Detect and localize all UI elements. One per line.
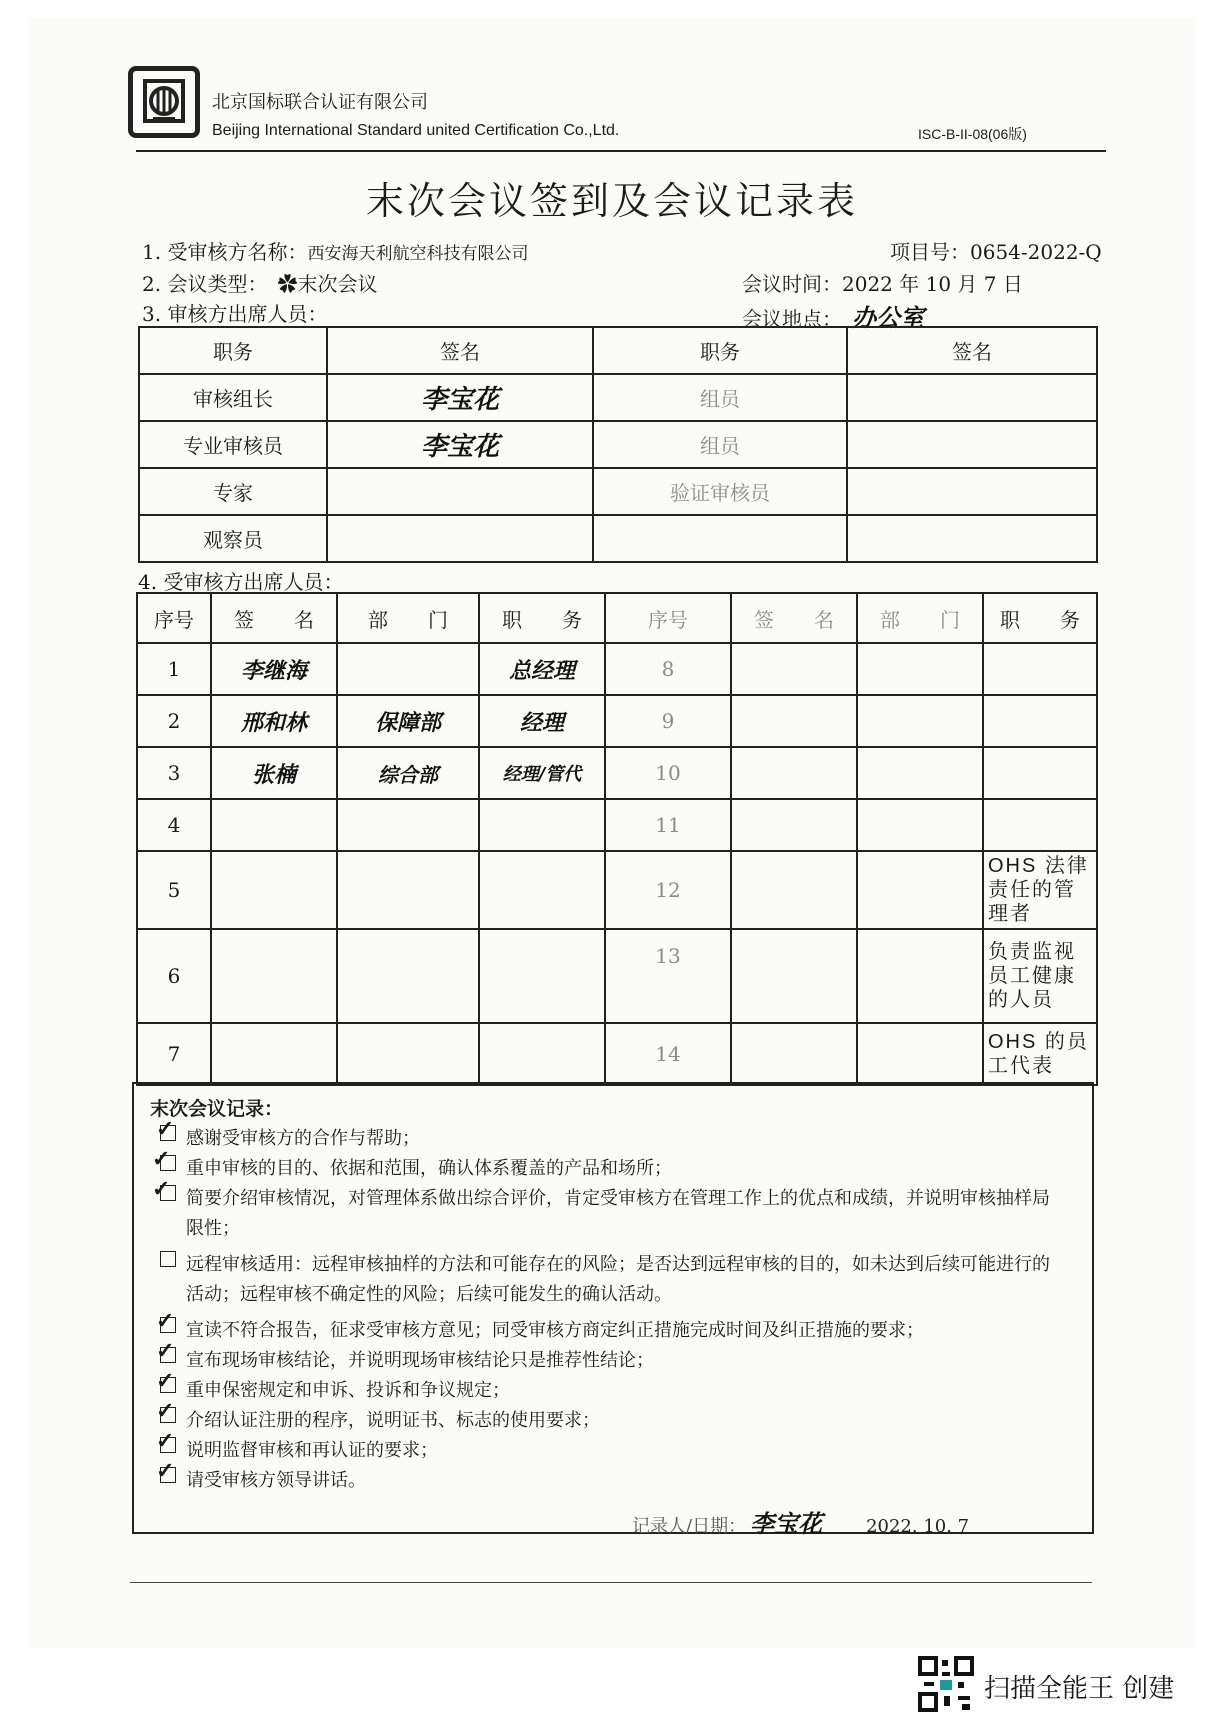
company-logo <box>128 66 200 138</box>
signature-cell[interactable] <box>211 851 337 929</box>
table-cell: 观察员 <box>139 515 327 562</box>
record-item-text: 宣布现场审核结论，并说明现场审核结论只是推荐性结论； <box>186 1350 654 1371</box>
project-number: 项目号：0654-2022-Q <box>890 240 1102 264</box>
row-number: 4 <box>137 799 211 851</box>
row-number: 2 <box>137 695 211 747</box>
position-cell[interactable] <box>983 695 1097 747</box>
meeting-type: 末次会议 <box>297 272 378 296</box>
department-cell[interactable] <box>337 851 479 929</box>
signature-cell: 张楠 <box>211 747 337 799</box>
table-row <box>137 929 1097 1023</box>
auditee-name: 西安海天利航空科技有限公司 <box>307 244 529 264</box>
department-cell[interactable] <box>857 851 983 929</box>
company-name-cn: 北京国标联合认证有限公司 <box>212 92 428 113</box>
recorder-line <box>632 1504 969 1539</box>
signature-cell[interactable] <box>731 799 857 851</box>
meeting-place: 办公室 <box>852 304 924 332</box>
position-note-cell: OHS 法律责任的管理者 <box>983 851 1097 929</box>
position-cell: 总经理 <box>479 643 605 695</box>
position-note-cell: 负责监视员工健康的人员 <box>983 929 1097 1023</box>
form-title: 末次会议签到及会议记录表 <box>365 179 858 223</box>
signature-cell[interactable] <box>327 468 593 515</box>
table-header-row <box>139 327 1097 374</box>
table-row <box>137 643 1097 695</box>
recorder-signature: 李宝花 <box>750 1510 823 1538</box>
signature-cell[interactable] <box>211 1023 337 1085</box>
meeting-record-title: 末次会议记录： <box>150 1098 284 1120</box>
signature-cell[interactable] <box>731 747 857 799</box>
department-cell[interactable] <box>857 643 983 695</box>
record-item-text: 远程审核适用：远程审核抽样的方法和可能存在的风险；是否达到远程审核的目的，如未达到后续可能进行的活动；远程审核不确定性的风险；后续可能发生的确认活动。 <box>186 1254 1050 1305</box>
record-item <box>160 1316 924 1342</box>
department-cell[interactable] <box>857 747 983 799</box>
signature-cell[interactable] <box>731 1023 857 1085</box>
signature-cell[interactable] <box>731 695 857 747</box>
check-mark-icon: ✓ <box>152 1146 171 1172</box>
position-cell[interactable] <box>983 799 1097 851</box>
check-mark-icon: ✓ <box>156 1338 175 1364</box>
signature-cell[interactable] <box>327 515 593 562</box>
signature-cell[interactable] <box>211 799 337 851</box>
row-number: 8 <box>605 643 731 695</box>
record-item-text: 请受审核方领导讲话。 <box>186 1470 366 1491</box>
row-number: 11 <box>605 799 731 851</box>
check-mark-icon: ✓ <box>156 1368 175 1394</box>
company-name-en: Beijing International Standard united Certification Co.,Ltd. <box>212 122 620 139</box>
department-cell[interactable] <box>857 799 983 851</box>
position-cell[interactable] <box>479 1023 605 1085</box>
signature-cell: 邢和林 <box>211 695 337 747</box>
row-number: 14 <box>605 1023 731 1085</box>
table-header: 职 务 <box>479 593 605 643</box>
document-number: ISC-B-II-08(06版) <box>918 126 1027 142</box>
position-note-cell: OHS 的员工代表 <box>983 1023 1097 1085</box>
check-mark-icon: ✓ <box>156 1308 175 1334</box>
auditee-label: 1. 受审核方名称： <box>142 240 308 264</box>
position-cell[interactable] <box>479 929 605 1023</box>
table-row <box>139 515 1097 562</box>
department-cell: 保障部 <box>337 695 479 747</box>
record-item <box>160 1124 420 1150</box>
table-header: 职务 <box>593 327 847 374</box>
record-item <box>160 1466 366 1492</box>
auditee-attendance-table <box>136 592 1098 1086</box>
table-header: 部 门 <box>857 593 983 643</box>
table-header-row <box>137 593 1097 643</box>
table-cell: 专业审核员 <box>139 421 327 468</box>
header-divider <box>136 150 1106 152</box>
table-header: 职务 <box>139 327 327 374</box>
table-header: 签 名 <box>731 593 857 643</box>
signature-cell[interactable] <box>847 468 1097 515</box>
position-cell[interactable] <box>983 643 1097 695</box>
meeting-type-line <box>142 268 377 297</box>
department-cell[interactable] <box>857 1023 983 1085</box>
participants-label: 4. 受审核方出席人员： <box>138 570 344 594</box>
row-number: 1 <box>137 643 211 695</box>
row-number: 3 <box>137 747 211 799</box>
record-item-text: 说明监督审核和再认证的要求； <box>186 1440 438 1461</box>
table-header: 职 务 <box>983 593 1097 643</box>
table-row <box>139 421 1097 468</box>
record-item-text: 重申审核的目的、依据和范围，确认体系覆盖的产品和场所； <box>186 1158 672 1179</box>
department-cell[interactable] <box>337 929 479 1023</box>
record-item <box>160 1154 672 1180</box>
meeting-type-mark-icon: ✿ <box>277 272 298 296</box>
department-cell[interactable] <box>337 799 479 851</box>
record-item <box>160 1376 510 1402</box>
record-item-text: 介绍认证注册的程序，说明证书、标志的使用要求； <box>186 1410 600 1431</box>
department-cell[interactable] <box>857 695 983 747</box>
table-cell <box>593 515 847 562</box>
department-cell[interactable] <box>337 1023 479 1085</box>
checkbox[interactable] <box>160 1251 176 1267</box>
row-number: 6 <box>137 929 211 1023</box>
position-cell[interactable] <box>479 851 605 929</box>
row-number: 9 <box>605 695 731 747</box>
signature-cell: 李宝花 <box>327 374 593 421</box>
signature-cell[interactable] <box>847 515 1097 562</box>
row-number: 12 <box>605 851 731 929</box>
table-row <box>139 374 1097 421</box>
signature-cell: 李宝花 <box>327 421 593 468</box>
record-item-text: 感谢受审核方的合作与帮助； <box>186 1128 420 1149</box>
check-mark-icon: ✓ <box>156 1458 175 1484</box>
signature-cell[interactable] <box>847 421 1097 468</box>
table-header: 序号 <box>605 593 731 643</box>
row-number: 10 <box>605 747 731 799</box>
table-header: 签 名 <box>211 593 337 643</box>
table-header: 签名 <box>847 327 1097 374</box>
table-cell: 审核组长 <box>139 374 327 421</box>
record-item-text: 重申保密规定和申诉、投诉和争议规定； <box>186 1380 510 1401</box>
qr-code-icon <box>918 1656 974 1712</box>
record-item <box>160 1436 438 1462</box>
row-number: 7 <box>137 1023 211 1085</box>
check-mark-icon: ✓ <box>156 1398 175 1424</box>
position-cell: 经理 <box>479 695 605 747</box>
record-date: 2022. 10. 7 <box>866 1516 970 1537</box>
auditor-attendees-label: 3. 审核方出席人员： <box>142 302 328 326</box>
logo-mark-icon <box>137 75 191 129</box>
signature-cell[interactable] <box>847 374 1097 421</box>
table-row <box>137 851 1097 929</box>
signature-cell: 李继海 <box>211 643 337 695</box>
table-cell: 专家 <box>139 468 327 515</box>
position-cell[interactable] <box>983 747 1097 799</box>
table-cell: 组员 <box>593 374 847 421</box>
table-cell: 验证审核员 <box>593 468 847 515</box>
table-header: 部 门 <box>337 593 479 643</box>
row-number: 5 <box>137 851 211 929</box>
auditee-line <box>142 236 528 265</box>
meeting-time: 会议时间：2022 年 10 月 7 日 <box>742 272 1023 296</box>
table-header: 序号 <box>137 593 211 643</box>
table-row <box>137 747 1097 799</box>
department-cell <box>337 643 479 695</box>
table-row <box>139 468 1097 515</box>
table-row <box>137 799 1097 851</box>
table-cell: 组员 <box>593 421 847 468</box>
check-mark-icon: ✓ <box>156 1428 175 1454</box>
record-item <box>160 1184 1066 1244</box>
signature-cell[interactable] <box>211 929 337 1023</box>
record-item-text: 简要介绍审核情况，对管理体系做出综合评价，肯定受审核方在管理工作上的优点和成绩，并说明审核抽样局限性； <box>186 1188 1050 1239</box>
department-cell: 综合部 <box>337 747 479 799</box>
position-cell: 经理/管代 <box>479 747 605 799</box>
meeting-type-label: 2. 会议类型： <box>142 272 268 296</box>
scanner-watermark: 扫描全能王 创建 <box>984 1674 1175 1704</box>
signature-cell[interactable] <box>731 851 857 929</box>
signature-cell[interactable] <box>731 929 857 1023</box>
table-row <box>137 695 1097 747</box>
footer-divider <box>130 1582 1092 1583</box>
record-item <box>160 1346 654 1372</box>
table-row <box>137 1023 1097 1085</box>
recorder-label: 记录人/日期： <box>632 1516 747 1537</box>
record-item-text: 宣读不符合报告，征求受审核方意见；同受审核方商定纠正措施完成时间及纠正措施的要求； <box>186 1320 924 1341</box>
row-number: 13 <box>605 929 731 1023</box>
table-header: 签名 <box>327 327 593 374</box>
position-cell[interactable] <box>479 799 605 851</box>
meeting-place-label: 会议地点： <box>742 307 842 331</box>
department-cell[interactable] <box>857 929 983 1023</box>
record-item <box>160 1406 600 1432</box>
record-item <box>160 1250 1066 1310</box>
check-mark-icon: ✓ <box>156 1116 175 1142</box>
auditor-attendance-table <box>138 326 1098 563</box>
signature-cell[interactable] <box>731 643 857 695</box>
check-mark-icon: ✓ <box>152 1176 171 1202</box>
